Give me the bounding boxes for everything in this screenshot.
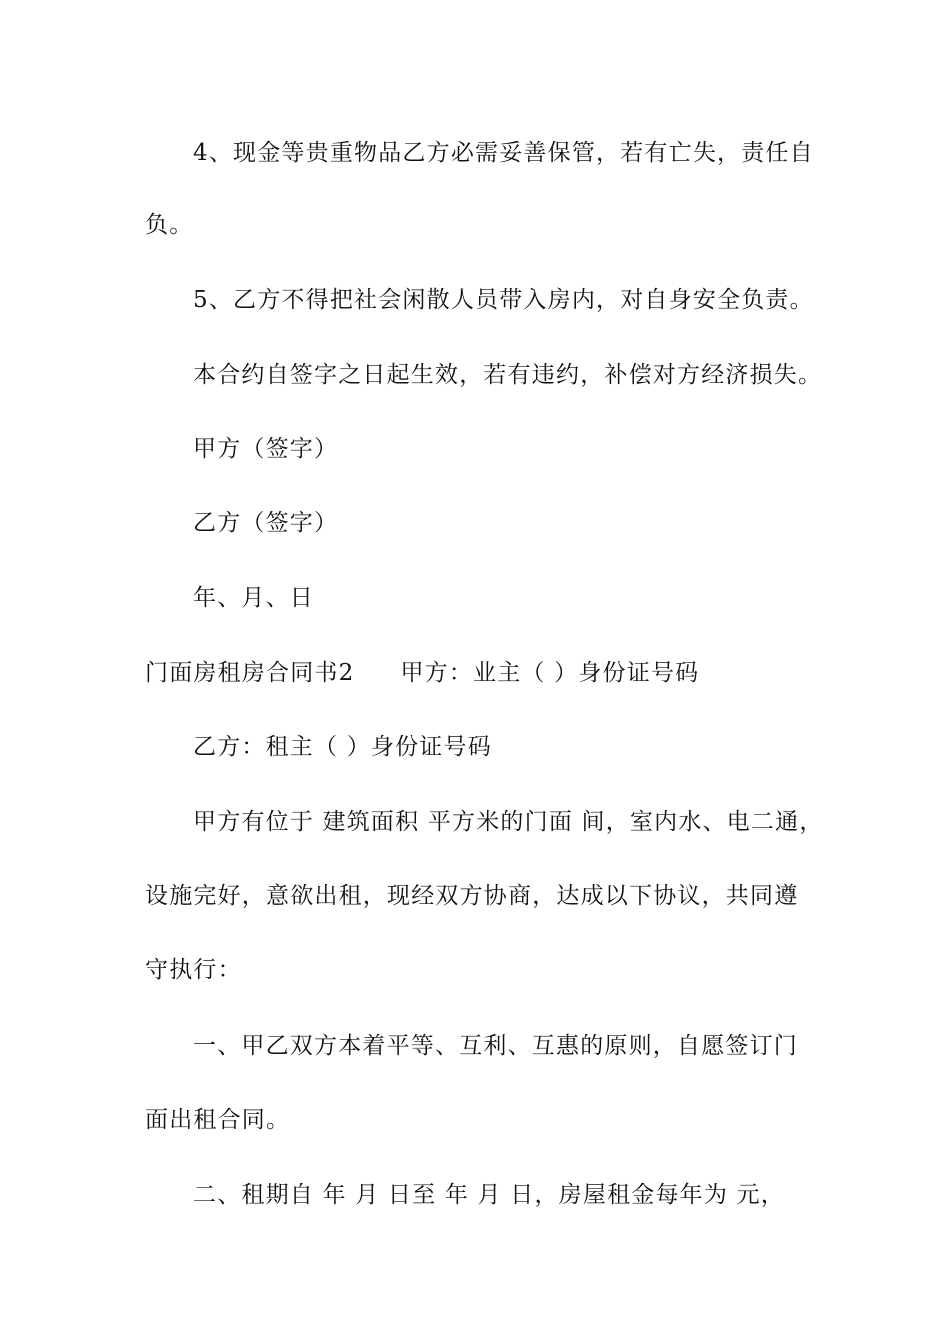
effective-clause: 本合约自签字之日起生效，若有违约，补偿对方经济损失。 [193,362,823,388]
clause-5: 5、乙方不得把社会闲散人员带入房内，对自身安全负责。 [193,287,814,313]
clause-4-line-1: 4、现金等贵重物品乙方必需妥善保管，若有亡失，责任自 [193,140,814,166]
party-b-signature: 乙方（签字） [193,510,339,536]
party-a-signature: 甲方（签字） [193,436,339,462]
article-2-line-1: 二、租期自 年 月 日至 年 月 日，房屋租金每年为 元， [193,1182,785,1208]
premises-line-2: 设施完好，意欲出租，现经双方协商，达成以下协议，共同遵 [145,883,799,909]
clause-4-line-2: 负。 [145,212,194,238]
contract-title: 门面房租房合同书2 [145,660,355,686]
premises-line-1: 甲方有位于 建筑面积 平方米的门面 间，室内水、电二通， [193,809,824,835]
party-b-info: 乙方：租主（ ）身份证号码 [193,734,492,760]
party-a-info: 甲方：业主（ ）身份证号码 [400,660,700,686]
premises-line-3: 守执行： [145,957,242,983]
date-line: 年、月、日 [193,585,314,611]
article-1-line-2: 面出租合同。 [145,1107,291,1133]
article-1-line-1: 一、甲乙双方本着平等、互利、互惠的原则，自愿签订门 [193,1033,798,1059]
contract-heading-line [145,658,699,688]
